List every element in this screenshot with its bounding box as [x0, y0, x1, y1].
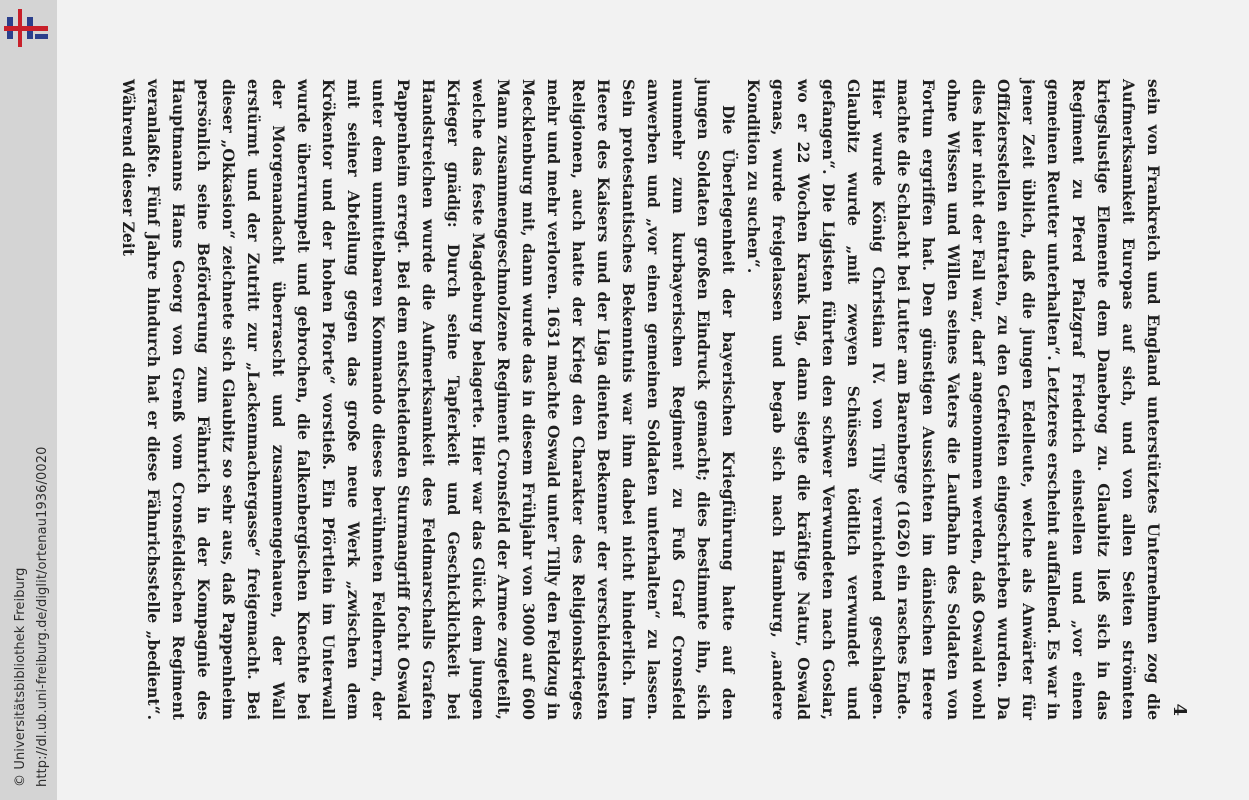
copyright-credit: © Universitätsbibliothek Freiburg	[13, 567, 28, 787]
viewer-sidebar	[0, 0, 57, 800]
page-number: 4	[1169, 703, 1190, 716]
paragraph-2: Die Überlegenheit der bayerischen Kriegführung hatte auf den jungen Soldaten großen Eindruck gemacht; dies bestimmte ihn, sich nunmehr zum kurbayerischen Regiment zu Fuß Graf Cronsfeld anwerben und „vor einen gemeinen Soldaten unterhalten“ zu lassen. Sein protestantisches Bekenntnis war ihm dabei nicht hinderlich. Im Heere des Kaisers und der Liga dienten Bekenner der verschiedensten Religionen, auch hatte der Krieg den Charakter des Religionskrieges mehr und mehr verloren. 1631 machte Oswald unter Tilly den Feldzug in Mecklenburg mit, dann wurde das in diesem Frühjahr von 3000 auf 600 Mann zusammengeschmolzene Regiment Cronsfeld der Armee zugeteilt, welche das feste Magdeburg belagerte. Hier war das Glück dem jungen Krieger gnädig: Durch seine Tapferkeit und Geschicklichkeit bei Handstreichen wurde die Aufmerksamkeit des Feldmarschalls Grafen Pappenheim erregt. Bei dem entscheidenden Sturmangriff focht Oswald unter dem unmittelbaren Kommando dieses berühmten Feldherrn, der mit seiner Abteilung gegen das große neue Werk „zwischen dem Krökentor und der hohen Pforte“ vorstieß. Ein Pförtlein im Unterwall wurde überrumpelt und gebrochen, die falkenbergischen Knechte bei der Morgenandacht überrascht und zusammengehauen, der Wall erstürmt und der Zutritt zur „Lackenmachergasse“ freigemacht. Bei dieser „Okkasion“ zeichnete sich Glaubitz so sehr aus, daß Pappenheim persönlich seine Beförderung zum Fähnrich in der Kompagnie des Hauptmanns Hans Georg von Grenß vom Cronsfeldischen Regiment veranlaßte. Fünf Jahre hindurch hat er diese Fähnrichsstelle „bedient“. Während dieser Zeit	[119, 79, 738, 720]
scanned-page	[57, 0, 1249, 800]
rotated-page-content	[119, 75, 1192, 720]
source-url-link[interactable]: http://dl.ub.uni-freiburg.de/diglit/ortenau1936/0020	[35, 446, 50, 787]
paragraph-1: sein von Frankreich und England unterstütztes Unternehmen zog die Aufmerksamkeit Europas auf sich, und von allen Seiten strömten kriegslustige Elemente dem Danebrog zu. Glaubitz ließ sich in das Regiment zu Pferd Pfalzgraf Friedrich einstellen und „vor einen gemeinen Reutter unterhalten“. Letzteres erscheint auffallend. Es war in jener Zeit üblich, daß die jungen Edelleute, welche als Anwärter für Offiziersstellen eintraten, zu den Gefreiten eingeschrieben wurden. Da dies hier nicht der Fall war, darf angenommen werden, daß Oswald wohl ohne Wissen und Willen seines Vaters die Laufbahn des Soldaten von Fortun ergriffen hat. Den günstigen Aussichten im dänischen Heere machte die Schlacht bei Lutter am Barenberge (1626) ein rasches Ende. Hier wurde König Christian IV. von Tilly vernichtend geschlagen. Glaubitz wurde „mit zweyen Schüssen tödtlich verwundet und gefangen“. Die Ligisten führten den schwer Verwundeten nach Goslar, wo er 22 Wochen krank lag, dann siegte die kräftige Natur, Oswald genas, wurde freigelassen und begab sich nach Hamburg, „andere Kondition zu suchen“.	[744, 79, 1163, 720]
university-library-logo-icon	[4, 8, 48, 50]
body-text	[116, 79, 1166, 720]
